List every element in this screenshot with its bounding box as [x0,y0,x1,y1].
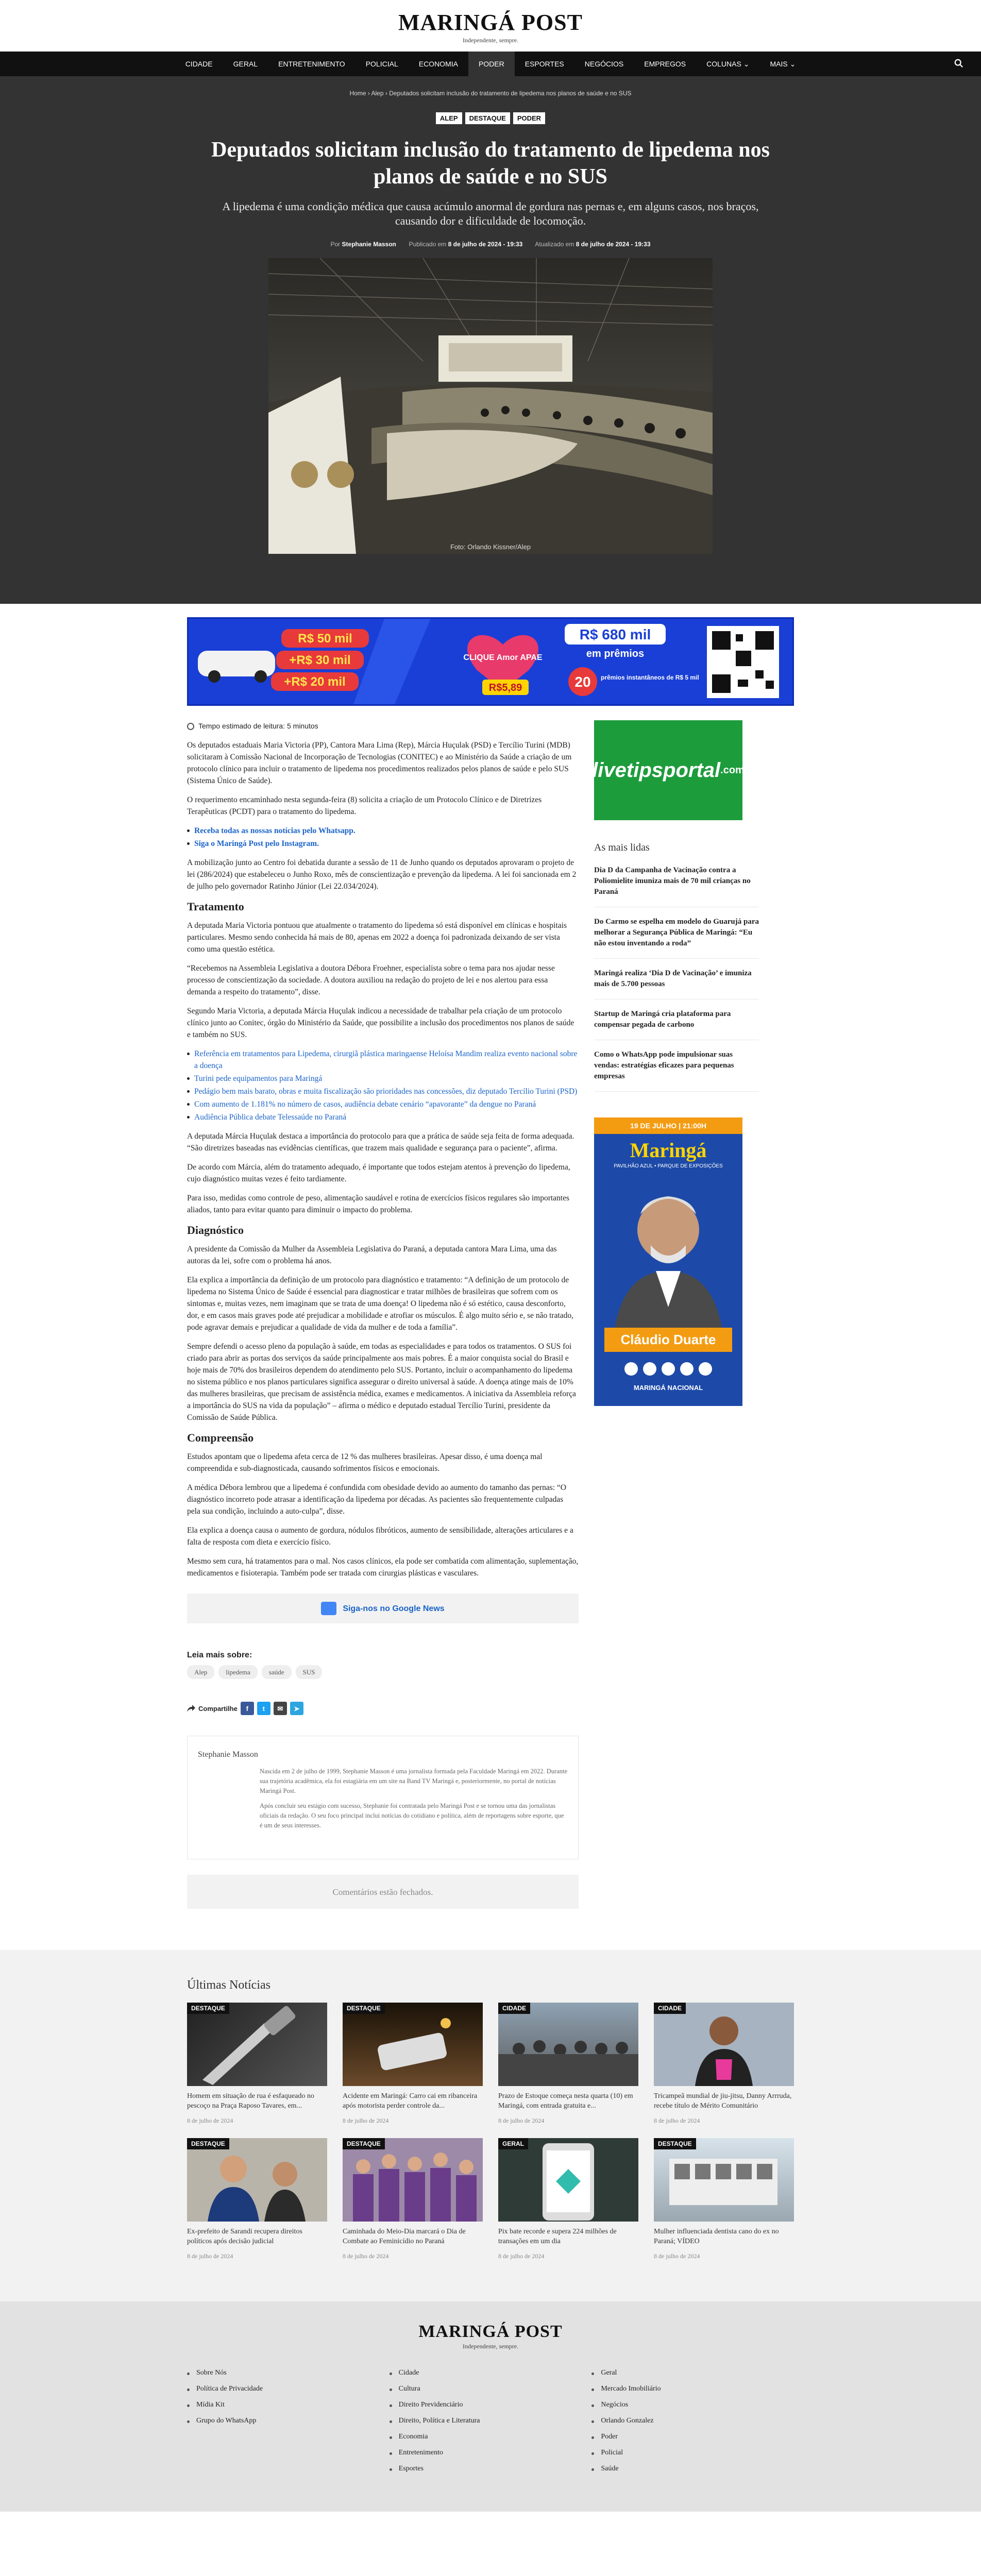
updated-date: 8 de julho de 2024 - 19:33 [576,241,651,248]
published-label: Publicado em [409,241,447,248]
breadcrumb[interactable]: Home › Alep › Deputados solicitam inclusão do tratamento de lipedema nos planos de saúde e no SUS [349,90,632,97]
nav-item-poder[interactable]: PODER [468,52,515,76]
venue: MARINGÁ NACIONAL [633,1384,703,1392]
site-logo[interactable]: MARINGÁ POST [398,10,583,35]
paragraph: A deputada Maria Victoria pontuou que atualmente o tratamento do lipedema só está disponível em clínicas e hospitais particulares. Mesmo sendo conhecida há mais de 80, apenas em 2022 a doença foi padronizada deixando de ser vista como uma questão estética. [187,921,567,954]
nav-item-colunas[interactable]: COLUNAS ⌄ [706,60,750,68]
news-badge: DESTAQUE [343,2138,385,2149]
apae-brand: CLIQUE Amor APAE [463,653,543,662]
paragraph: Ela explica a importância da definição de um protocolo para diagnóstico e tratamento: “A definição de um protocolo de lipedema no Sistema Único de Saúde é essencial para diagnosticar e tratar milhões de brasileiras que sofrem com os sintomas e, muitas vezes, nem imaginam que se trata de uma doença! O lipedema não é só estético, causa desconforto, dor, e em casos mais graves pode até prejudicar a mobilidade e atrofiar os músculos. É algo muito sério e, se não tratado, pode agravar demais e prejudicar a qualidade de vida da mulher e de toda a família”. [187,1276,574,1332]
prize-50: R$ 50 mil [298,632,352,646]
news-card[interactable] [343,2003,483,2125]
prize-20: +R$ 20 mil [284,675,346,689]
nav-item-mais[interactable]: MAIS ⌄ [770,60,796,68]
article-title: Deputados solicitam inclusão do tratamento de lipedema nos planos de saúde e no SUS [211,138,770,189]
twitter-icon[interactable]: t [257,1702,270,1715]
news-badge: CIDADE [498,2003,530,2014]
paragraph: Para isso, medidas como controle de peso, alimentação saudável e rotina de exercícios físicos regulares são importantes aliados, tanto para evitar quanto para diminuir o impacto do problema. [187,1194,570,1214]
paragraph: Sempre defendi o acesso pleno da população à saúde, em todas as especialidades e para todos os tratamentos. O SUS foi criado para abrir as portas dos serviços da saúde principalmente aos mais pobres. É a maior conquista social do Brasil e hoje mais de 70% dos brasileiros dependem do atendimento pelo SUS. Portanto, incluir o acompanhamento do lipedema no sistema público e nos planos particulares significa assegurar o direito universal à saúde. A doença atinge mais de 10% das mulheres brasileiras, que precisam de assistência médica, exames e medicamentos. A iniciativa da Assembleia reforça a importância do SUS na vida da população” – afirma o médico e deputado estadual Tercílio Turini, presidente da Comissão de Saúde Pública. [187,1342,576,1422]
related-links [187,1048,579,1123]
news-thumbnail[interactable] [654,2003,794,2086]
news-title[interactable]: Ex-prefeito de Sarandi recupera direitos políticos após decisão judicial [187,2228,302,2245]
paragraph: A deputada Márcia Huçulak destaca a importância do protocolo para que a prática de saúde seja feita de forma adequada. “São diretrizes baseadas nas evidências científicas, que trazem mais qualidade e segurança para o paciente”, afirma. [187,1132,574,1153]
speaker-name: Cláudio Duarte [604,1328,732,1352]
ad-banner-apae[interactable] [187,617,794,706]
footer-link[interactable]: Orlando Gonzalez [591,2417,794,2425]
news-thumbnail[interactable] [187,2003,327,2086]
sponsor-logo [624,1362,638,1376]
reading-time-text: Tempo estimado de leitura: 5 minutos [198,722,318,730]
news-date: 8 de julho de 2024 [654,2117,700,2124]
site-header [0,0,981,52]
footer-link[interactable]: Entretenimento [390,2449,592,2457]
news-date: 8 de julho de 2024 [498,2117,545,2124]
news-badge: DESTAQUE [343,2003,385,2014]
news-card[interactable] [498,2138,638,2260]
most-read-list [594,865,794,1092]
news-title[interactable]: Prazo de Estoque começa nesta quarta (10) em Maringá, com entrada gratuita e... [498,2092,633,2110]
author-bio-text: Após concluir seu estágio com sucesso, Stephanie foi contratada pelo Maringá Post e se tornou uma das jornalistas oficiais da redação. O seu foco principal inclui notícias do cotidiano e política, além de reportagens sobre esporte, que é um de seus interesses. [260,1802,564,1829]
footer-link[interactable]: Mercado Imobiliário [591,2385,794,2393]
paragraph: A mobilização junto ao Centro foi debatida durante a sessão de 11 de Junho quando os deputados aprovaram o projeto de lei (286/2024) que estabeleceu o Junho Roxo, mês de conscientização e prevenção da lipedema. A lei foi sancionada em 2 de julho pelo governador Ratinho Júnior (Lei 22.034/2024). [187,858,577,891]
news-badge: DESTAQUE [187,2138,229,2149]
total-prize-label: em prêmios [586,648,645,659]
footer-link[interactable]: Política de Privacidade [187,2385,390,2393]
paragraph: A presidente da Comissão da Mulher da Assembleia Legislativa do Paraná, a deputada cantora Mara Lima, uma das autoras da lei, sofre com o problema há anos. [187,1245,557,1265]
site-footer [0,2301,981,2512]
nav-item-cidade[interactable]: CIDADE [185,60,213,68]
share-bar [187,1702,579,1715]
news-date: 8 de julho de 2024 [343,2252,389,2260]
footer-link[interactable]: Sobre Nós [187,2369,390,2377]
section-heading: Diagnóstico [187,1224,244,1236]
footer-link[interactable]: Policial [591,2449,794,2457]
prize-30: +R$ 30 mil [289,653,351,667]
news-date: 8 de julho de 2024 [343,2117,389,2124]
published-date: 8 de julho de 2024 - 19:33 [448,241,523,248]
paragraph: “Recebemos na Assembleia Legislativa a doutora Débora Froehner, especialista sobre o tema para nos ajudar nesse processo de conscientização da sociedade. A doutora auxiliou na redação do projeto de lei e nos alertou para essa demanda a respeito do tratamento”, disse. [187,964,555,996]
sponsor-logo [643,1362,656,1376]
news-title[interactable]: Mulher influenciada dentista cano do ex no Paraná; VÍDEO [654,2228,779,2245]
related-link[interactable]: Com aumento de 1.181% no número de casos, audiência debate cenário “apavorante” da dengue no Paraná [187,1098,579,1110]
ad-brand: livetipsportal [592,758,721,782]
email-icon[interactable]: ✉ [274,1702,287,1715]
section-heading: Tratamento [187,900,244,913]
tag-list [187,1665,579,1679]
author-box [187,1736,579,1859]
paragraph: Segundo Maria Victoria, a deputada Márcia Huçulak indicou a necessidade de trabalhar pela criação de um protocolo clínico junto ao Conitec, órgão do Ministério da Saúde, que possibilite a inclusão dos procedimentos nos planos de saúde e também no SUS. [187,1007,574,1039]
category-badge-alep[interactable]: ALEP [436,112,462,124]
nav-item-economia[interactable]: ECONOMIA [418,60,458,68]
read-more-label: Leia mais sobre: [187,1651,252,1659]
author-bio-text: Nascida em 2 de julho de 1999, Stephanie Masson é uma jornalista formada pela Faculdade Maringá em 2022. Durante sua trajetória acadêmica, ela foi estagiária em um site na Band TV Maringá e, posteriormente, no portal de notícias Maringá Post. [260,1768,568,1794]
footer-link[interactable]: Cidade [390,2369,592,2377]
paragraph: Mesmo sem cura, há tratamentos para o mal. Nos casos clínicos, ela pode ser combatida com alimentação, suplementação, medicamentos e fisioterapia. Também pode ser tratada com cirurgias plásticas e vasculares. [187,1557,579,1578]
paragraph: O requerimento encaminhado nesta segunda-feira (8) solicita a criação de um Protocolo Clínico e de Diretrizes Terapêuticas (PCDT) para o tratamento do lipedema. [187,795,542,816]
paragraph: A médica Débora lembrou que a lipedema é confundida com obesidade devido ao aumento do tamanho das pernas: “O diagnóstico incorreto pode atrasar a identificação da lipedema por décadas. As pacientes são frequentemente culpadas pela sua condição, incluindo a auto-culpa”, disse. [187,1483,567,1516]
comments-closed: Comentários estão fechados. [187,1875,579,1909]
news-title[interactable]: Caminhada do Meio-Dia marcará o Dia de Combate ao Feminicídio no Paraná [343,2228,466,2245]
paragraph: Os deputados estaduais Maria Victoria (PP), Cantora Mara Lima (Rep), Márcia Huçulak (PSD) e Tercílio Turini (MDB) solicitaram à Comissão Nacional de Incorporação de Tecnologias (CONITEC) e ao Ministério da Saúde a criação de um protocolo clínico para incluir o tratamento de lipedema nos procedimentos realizados pelos planos de saúde e pelo SUS (Sistema Único de Saúde). [187,741,572,785]
news-date: 8 de julho de 2024 [498,2252,545,2260]
footer-link[interactable]: Esportes [390,2465,592,2473]
article-hero [0,76,981,604]
footer-link[interactable]: Poder [591,2433,794,2441]
by-label: Por [330,241,341,248]
related-link[interactable]: Pedágio bem mais barato, obras e muita fiscalização são prioridades nas concessões, diz deputado Tercílio Turini (PSD) [187,1086,579,1097]
most-read-item[interactable]: Dia D da Campanha de Vacinação contra a Poliomielite imuniza mais de 70 mil crianças no Paraná [594,865,759,907]
article-meta [0,241,981,248]
total-prize: R$ 680 mil [579,626,651,642]
news-title[interactable]: Homem em situação de rua é esfaqueado no pescoço na Praça Raposo Tavares, em... [187,2092,314,2110]
author-bio [260,1767,568,1831]
category-badge-poder[interactable]: PODER [513,112,545,124]
sidebar [594,720,794,1909]
event-date: 19 DE JULHO | 21:00H [594,1117,742,1134]
related-link[interactable]: Referência em tratamentos para Lipedema, cirurgiã plástica maringaense Heloísa Mandim realiza evento nacional sobre a doença [187,1048,579,1072]
article-hero-image [268,258,713,554]
category-badges [0,112,981,124]
news-date: 8 de julho de 2024 [187,2117,233,2124]
most-read-heading: As mais lidas [594,842,650,853]
footer-link[interactable]: Economia [390,2433,592,2441]
nav-item-negocios[interactable]: NEGÓCIOS [584,60,624,68]
footer-link[interactable]: Mídia Kit [187,2401,390,2409]
news-date: 8 de julho de 2024 [187,2252,233,2260]
footer-link[interactable]: Geral [591,2369,794,2377]
nav-item-esportes[interactable]: ESPORTES [525,60,564,68]
social-links [187,825,579,850]
news-title[interactable]: Pix bate recorde e supera 224 milhões de transações em um dia [498,2228,617,2245]
news-title[interactable]: Acidente em Maringá: Carro cai em ribanceira após motorista perder controle da... [343,2092,478,2110]
news-card[interactable] [187,2138,327,2260]
news-badge: GERAL [498,2138,528,2149]
news-thumbnail[interactable] [343,2138,483,2222]
footer-slogan: Independente, sempre. [462,2343,519,2350]
reading-time [187,720,579,732]
latest-news-grid [187,2003,794,2260]
most-read-item[interactable]: Como o WhatsApp pode impulsionar suas vendas: estratégias eficazes para pequenas empresas [594,1049,759,1092]
news-card[interactable] [654,2138,794,2260]
footer-link[interactable]: Saúde [591,2465,794,2473]
footer-col-institucional [187,2369,390,2481]
most-read-item[interactable]: Do Carmo se espelha em modelo do Guarujá para melhorar a Segurança Pública de Maringá: “Eu não estou inventando a roda” [594,917,759,959]
facebook-icon[interactable]: f [241,1702,254,1715]
news-thumbnail[interactable] [187,2138,327,2222]
footer-link[interactable]: Negócios [591,2401,794,2409]
tag-saude[interactable]: saúde [262,1665,292,1679]
footer-link[interactable]: Direito, Política e Literatura [390,2417,592,2425]
tag-lipedema[interactable]: lipedema [218,1665,258,1679]
updated-label: Atualizado em [535,241,574,248]
article-subtitle: A lipedema é uma condição médica que causa acúmulo anormal de gordura nas pernas e, em alguns casos, nos braços, causando dor e dificuldade de locomoção. [222,200,759,227]
tag-sus[interactable]: SUS [296,1665,323,1679]
news-thumbnail[interactable] [654,2138,794,2222]
category-badge-destaque[interactable]: DESTAQUE [465,112,510,124]
footer-columns [187,2369,794,2481]
most-read-item[interactable]: Startup de Maringá cria plataforma para compensar pegada de carbono [594,1009,759,1040]
most-read-item[interactable]: Maringá realiza ‘Dia D de Vacinação’ e imuniza mais de 5.700 pessoas [594,968,759,999]
news-card[interactable] [498,2003,638,2125]
google-news-button[interactable] [187,1594,579,1623]
nav-item-entretenimento[interactable]: ENTRETENIMENTO [278,60,345,68]
paragraph: Ela explica a doença causa o aumento de gordura, nódulos fibróticos, aumento de sensibilidade, alterações articulares e a falta de resposta com dieta e exercício físico. [187,1526,573,1547]
tag-alep[interactable]: Alep [187,1665,214,1679]
search-icon[interactable] [954,59,963,68]
sponsor-logo [662,1362,675,1376]
news-badge: DESTAQUE [654,2138,696,2149]
nav-item-empregos[interactable]: EMPREGOS [644,60,686,68]
news-thumbnail[interactable] [498,2003,638,2086]
sponsor-logo [699,1362,712,1376]
whatsapp-link[interactable]: Receba todas as nossas notícias pelo Whatsapp. [187,825,579,837]
site-slogan: Independente, sempre. [462,37,519,44]
paragraph: Estudos apontam que o lipedema afeta cerca de 12 % das mulheres brasileiras. Apesar disso, é uma doença mal compreendida e sub-diagnosticada, causando sofrimentos físicos e emocionais. [187,1452,543,1473]
section-heading: Compreensão [187,1431,254,1444]
share-label: Compartilhe [198,1704,238,1713]
footer-link[interactable]: Cultura [390,2385,592,2393]
google-news-icon [321,1602,336,1615]
footer-logo[interactable]: MARINGÁ POST [418,2322,563,2341]
news-thumbnail[interactable] [343,2003,483,2086]
news-card[interactable] [343,2138,483,2260]
ad-livetipsportal[interactable] [592,720,745,820]
footer-link[interactable]: Direito Previdenciário [390,2401,592,2409]
sponsor-logo [680,1362,694,1376]
footer-link[interactable]: Grupo do WhatsApp [187,2417,390,2425]
instant-count: 20 [574,674,591,690]
footer-col-secoes [591,2369,794,2481]
ad-claudio-duarte[interactable] [594,1117,742,1406]
news-date: 8 de julho de 2024 [654,2252,700,2260]
latest-news-heading: Últimas Notícias [187,1978,270,1992]
author-name[interactable]: Stephanie Masson [198,1750,258,1759]
news-thumbnail[interactable] [498,2138,638,2222]
share-icon [187,1705,195,1712]
news-card[interactable] [187,2003,327,2125]
related-link[interactable]: Audiência Pública debate Telessaúde no Paraná [187,1111,579,1123]
instagram-link[interactable]: Siga o Maringá Post pelo Instagram. [187,838,579,850]
nav-item-geral[interactable]: GERAL [233,60,258,68]
ad-domain: .com [720,764,745,776]
event-city: Maringá [630,1139,707,1162]
news-card[interactable] [654,2003,794,2125]
news-badge: DESTAQUE [187,2003,229,2014]
ticket-price: R$5,89 [488,682,522,693]
footer-col-categorias [390,2369,592,2481]
author-link[interactable]: Stephanie Masson [342,241,396,248]
instant-prizes: prêmios instantâneos de R$ 5 mil [601,674,699,681]
news-title[interactable]: Tricampeã mundial de jiu-jitsu, Danny Arrruda, recebe título de Mérito Comunitário [654,2092,792,2110]
latest-news-section [0,1950,981,2301]
clock-icon [187,723,194,730]
main-nav [0,52,981,76]
speaker-photo [594,1173,742,1328]
main-layout [187,720,794,1909]
article-body [187,720,579,1909]
event-place: PAVILHÃO AZUL • PARQUE DE EXPOSIÇÕES [614,1163,723,1169]
paragraph: De acordo com Márcia, além do tratamento adequado, é importante que todos estejam atentos à prevenção do lipedema, cujo diagnóstico muitas vezes é feito tardiamente. [187,1163,570,1183]
google-news-label: Siga-nos no Google News [343,1604,445,1613]
news-badge: CIDADE [654,2003,686,2014]
nav-item-policial[interactable]: POLICIAL [365,60,398,68]
image-caption: Foto: Orlando Kissner/Alep [450,543,531,551]
telegram-icon[interactable]: ➤ [290,1702,303,1715]
related-link[interactable]: Turini pede equipamentos para Maringá [187,1073,579,1084]
